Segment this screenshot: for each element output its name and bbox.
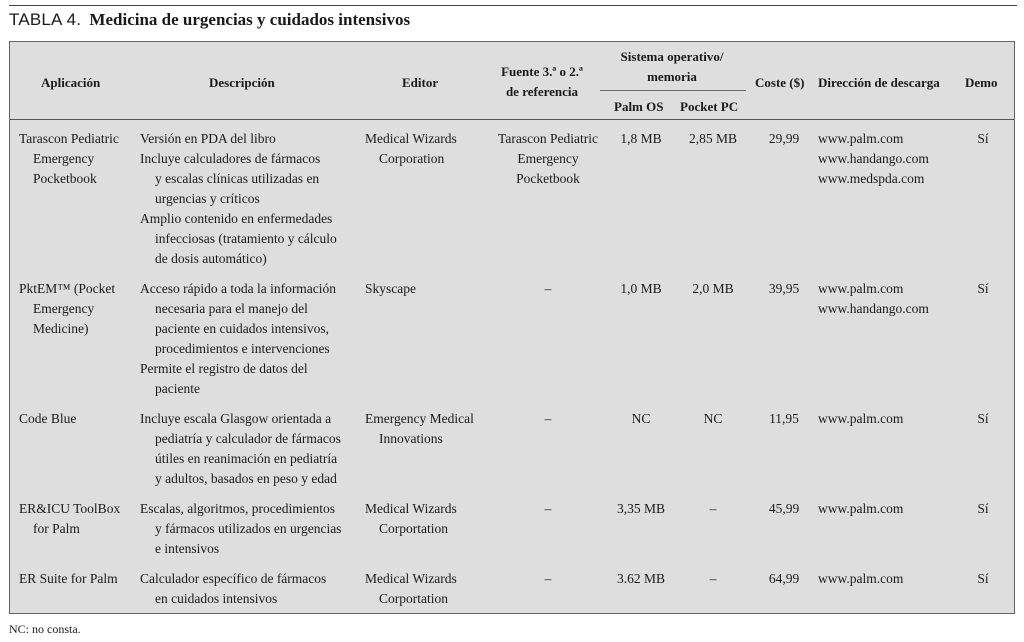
row5-demo: Sí bbox=[977, 571, 989, 586]
row2-demo: Sí bbox=[977, 281, 989, 296]
row1-editor-line: Corporation bbox=[379, 151, 445, 166]
footnote: NC: no consta. bbox=[9, 622, 81, 636]
row1-app-line: Emergency bbox=[33, 151, 95, 166]
row3-demo: Sí bbox=[977, 411, 989, 426]
row4-desc-line: y fármacos utilizados en urgencias bbox=[155, 521, 342, 536]
row5-palm-os: 3.62 MB bbox=[616, 571, 665, 586]
header-cost: Coste ($) bbox=[755, 75, 805, 90]
row2-editor-line: Skyscape bbox=[365, 281, 416, 296]
row4-editor bbox=[365, 499, 457, 539]
header-os bbox=[598, 47, 746, 87]
row3-url[interactable]: www.palm.com bbox=[818, 411, 904, 426]
row1-source-line: Pocketbook bbox=[516, 171, 580, 186]
row3-desc-line: y adultos, basados en peso y edad bbox=[155, 471, 337, 486]
row4-desc-line: Escalas, algoritmos, procedimientos bbox=[140, 501, 335, 516]
header-app: Aplicación bbox=[41, 75, 101, 90]
row2-desc-line: paciente bbox=[155, 381, 200, 396]
row1-app-line: Tarascon Pediatric bbox=[19, 131, 119, 146]
row2-app-line: PktEM™ (Pocket bbox=[19, 281, 116, 296]
row3-editor-line: Innovations bbox=[379, 431, 443, 446]
row1-url[interactable]: www.handango.com bbox=[818, 151, 929, 166]
row3-urls bbox=[818, 409, 903, 429]
row2-app bbox=[19, 279, 115, 339]
row4-urls bbox=[818, 499, 903, 519]
row1-demo: Sí bbox=[977, 131, 989, 146]
row1-editor bbox=[365, 129, 457, 169]
row2-desc-line: paciente en cuidados intensivos, bbox=[155, 321, 329, 336]
header-palm-os: Palm OS bbox=[614, 99, 664, 114]
row3-editor-line: Emergency Medical bbox=[365, 411, 474, 426]
header-editor: Editor bbox=[402, 75, 439, 90]
row5-urls bbox=[818, 569, 903, 589]
row1-desc-line: Amplio contenido en enfermedades bbox=[140, 211, 333, 226]
row1-url[interactable]: www.palm.com bbox=[818, 131, 904, 146]
row2-app-line: Medicine) bbox=[33, 321, 89, 336]
row1-desc-line: Incluye calculadores de fármacos bbox=[140, 151, 321, 166]
row5-desc-line: Calculador específico de fármacos bbox=[140, 571, 327, 586]
row2-source: – bbox=[544, 281, 552, 296]
row2-urls bbox=[818, 279, 929, 319]
row1-desc-line: de dosis automático) bbox=[155, 251, 267, 266]
row3-desc-line: Incluye escala Glasgow orientada a bbox=[140, 411, 332, 426]
row2-description bbox=[140, 279, 336, 399]
row3-cost: 11,95 bbox=[769, 411, 799, 426]
row1-desc-line: infecciosas (tratamiento y cálculo bbox=[155, 231, 337, 246]
row4-app-line: ER&ICU ToolBox bbox=[19, 501, 121, 516]
row5-desc-line: en cuidados intensivos bbox=[155, 591, 278, 606]
row1-source bbox=[488, 129, 608, 189]
row4-editor-line: Corportation bbox=[379, 521, 448, 536]
table-caption bbox=[9, 10, 410, 30]
row2-desc-line: necesaria para el manejo del bbox=[155, 301, 308, 316]
row3-palm-os: NC bbox=[631, 411, 651, 426]
row1-desc-line: urgencias y críticos bbox=[155, 191, 260, 206]
row2-palm-os: 1,0 MB bbox=[620, 281, 662, 296]
row1-source-line: Tarascon Pediatric bbox=[498, 131, 598, 146]
row5-url[interactable]: www.palm.com bbox=[818, 571, 904, 586]
row1-url[interactable]: www.medspda.com bbox=[818, 171, 925, 186]
row5-description bbox=[140, 569, 326, 609]
header-os-line1: Sistema operativo/ bbox=[620, 49, 724, 64]
row4-app-line: for Palm bbox=[33, 521, 80, 536]
table-number: TABLA 4. bbox=[9, 10, 82, 29]
row2-desc-line: Acceso rápido a toda la información bbox=[140, 281, 337, 296]
row1-urls bbox=[818, 129, 929, 189]
header-source-line2: de referencia bbox=[505, 84, 579, 99]
row4-description bbox=[140, 499, 341, 559]
row2-cost: 39,95 bbox=[768, 281, 800, 296]
row1-desc-line: Versión en PDA del libro bbox=[140, 131, 276, 146]
row4-source: – bbox=[544, 501, 552, 516]
row4-editor-line: Medical Wizards bbox=[365, 501, 457, 516]
row2-desc-line: procedimientos e intervenciones bbox=[155, 341, 330, 356]
header-download: Dirección de descarga bbox=[818, 75, 940, 90]
header-os-rule bbox=[600, 90, 746, 91]
row4-app bbox=[19, 499, 120, 539]
row4-url[interactable]: www.palm.com bbox=[818, 501, 904, 516]
row5-app bbox=[19, 569, 118, 589]
row3-desc-line: útiles en reanimación en pediatría bbox=[155, 451, 338, 466]
row4-palm-os: 3,35 MB bbox=[616, 501, 665, 516]
row1-desc-line: y escalas clínicas utilizadas en bbox=[155, 171, 320, 186]
row1-pocket-pc: 2,85 MB bbox=[688, 131, 737, 146]
top-rule bbox=[9, 5, 1017, 6]
row1-app bbox=[19, 129, 119, 189]
row3-app-line: Code Blue bbox=[19, 411, 77, 426]
row5-cost: 64,99 bbox=[768, 571, 800, 586]
row4-desc-line: e intensivos bbox=[155, 541, 220, 556]
row2-pocket-pc: 2,0 MB bbox=[692, 281, 734, 296]
row5-pocket-pc: – bbox=[709, 571, 717, 586]
row3-app bbox=[19, 409, 76, 429]
row1-palm-os: 1,8 MB bbox=[620, 131, 662, 146]
row1-editor-line: Medical Wizards bbox=[365, 131, 457, 146]
row4-cost: 45,99 bbox=[768, 501, 800, 516]
row3-desc-line: pediatría y calculador de fármacos bbox=[155, 431, 341, 446]
row2-editor bbox=[365, 279, 416, 299]
row3-pocket-pc: NC bbox=[703, 411, 723, 426]
row5-editor-line: Medical Wizards bbox=[365, 571, 457, 586]
row3-description bbox=[140, 409, 341, 489]
header-bottom-rule bbox=[10, 119, 1014, 120]
header-description: Descripción bbox=[209, 75, 275, 90]
header-source bbox=[492, 62, 592, 102]
row2-url[interactable]: www.palm.com bbox=[818, 281, 904, 296]
header-source-line1: Fuente 3.ª o 2.ª bbox=[501, 64, 583, 79]
table-panel bbox=[9, 41, 1015, 614]
header-pocket-pc: Pocket PC bbox=[680, 99, 739, 114]
row5-source: – bbox=[544, 571, 552, 586]
row1-description bbox=[140, 129, 337, 269]
table-title: Medicina de urgencias y cuidados intensivos bbox=[89, 10, 411, 29]
row1-source-line: Emergency bbox=[517, 151, 579, 166]
header-os-line2: memoria bbox=[647, 69, 697, 84]
row2-desc-line: Permite el registro de datos del bbox=[140, 361, 308, 376]
row2-app-line: Emergency bbox=[33, 301, 95, 316]
row3-editor bbox=[365, 409, 474, 449]
row5-app-line: ER Suite for Palm bbox=[19, 571, 118, 586]
row2-url[interactable]: www.handango.com bbox=[818, 301, 929, 316]
row1-app-line: Pocketbook bbox=[33, 171, 97, 186]
row1-cost: 29,99 bbox=[768, 131, 800, 146]
row4-pocket-pc: – bbox=[709, 501, 717, 516]
row5-editor-line: Corportation bbox=[379, 591, 448, 606]
header-demo: Demo bbox=[965, 75, 998, 90]
row3-source: – bbox=[544, 411, 552, 426]
row4-demo: Sí bbox=[977, 501, 989, 516]
row5-editor bbox=[365, 569, 457, 609]
